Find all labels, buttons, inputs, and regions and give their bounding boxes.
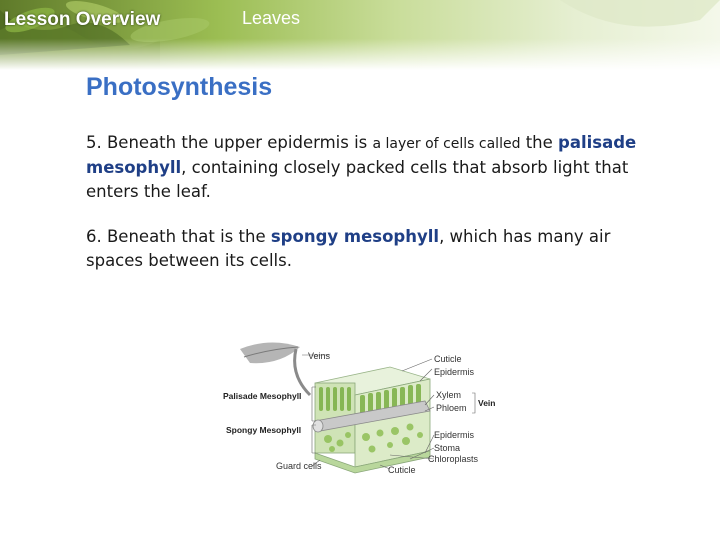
term-spongy-mesophyll: spongy mesophyll bbox=[270, 227, 440, 246]
label-cuticle-top: Cuticle bbox=[434, 354, 462, 364]
label-vein: Vein bbox=[478, 398, 496, 408]
topic-label: Leaves bbox=[242, 8, 301, 28]
text-run: the bbox=[520, 133, 559, 152]
text-run: , which has many air spaces between its cells. bbox=[86, 227, 611, 270]
label-phloem: Phloem bbox=[436, 403, 467, 413]
label-xylem: Xylem bbox=[436, 390, 462, 400]
label-epidermis-bottom: Epidermis bbox=[434, 430, 475, 440]
paragraph-palisade bbox=[86, 131, 646, 204]
leaf-icon bbox=[240, 342, 300, 363]
text-run: , containing closely packed cells that absorb light that enters the leaf. bbox=[86, 158, 629, 201]
page-title: Photosynthesis bbox=[86, 73, 273, 101]
paragraph-spongy bbox=[86, 225, 646, 273]
label-epidermis-top: Epidermis bbox=[434, 367, 475, 377]
text-run: 6. Beneath that is the bbox=[86, 227, 271, 246]
leaf-diagram-svg bbox=[220, 335, 496, 480]
label-veins: Veins bbox=[308, 351, 331, 361]
text-run-small: a layer of cells called bbox=[372, 136, 521, 152]
leaf-cross-section-diagram bbox=[220, 335, 496, 480]
label-palisade-mesophyll: Palisade Mesophyll bbox=[223, 391, 302, 401]
label-spongy-mesophyll: Spongy Mesophyll bbox=[226, 425, 302, 435]
lesson-overview-label: Lesson Overview bbox=[4, 9, 161, 30]
label-stoma: Stoma bbox=[434, 443, 461, 453]
text-run: 5. Beneath the upper epidermis is bbox=[86, 133, 373, 152]
term-palisade-mesophyll: palisade mesophyll bbox=[86, 133, 637, 177]
label-chloroplasts: Chloroplasts bbox=[428, 454, 479, 464]
label-guard-cells: Guard cells bbox=[276, 461, 322, 471]
header-banner bbox=[0, 0, 720, 70]
label-cuticle-bottom: Cuticle bbox=[388, 465, 416, 475]
